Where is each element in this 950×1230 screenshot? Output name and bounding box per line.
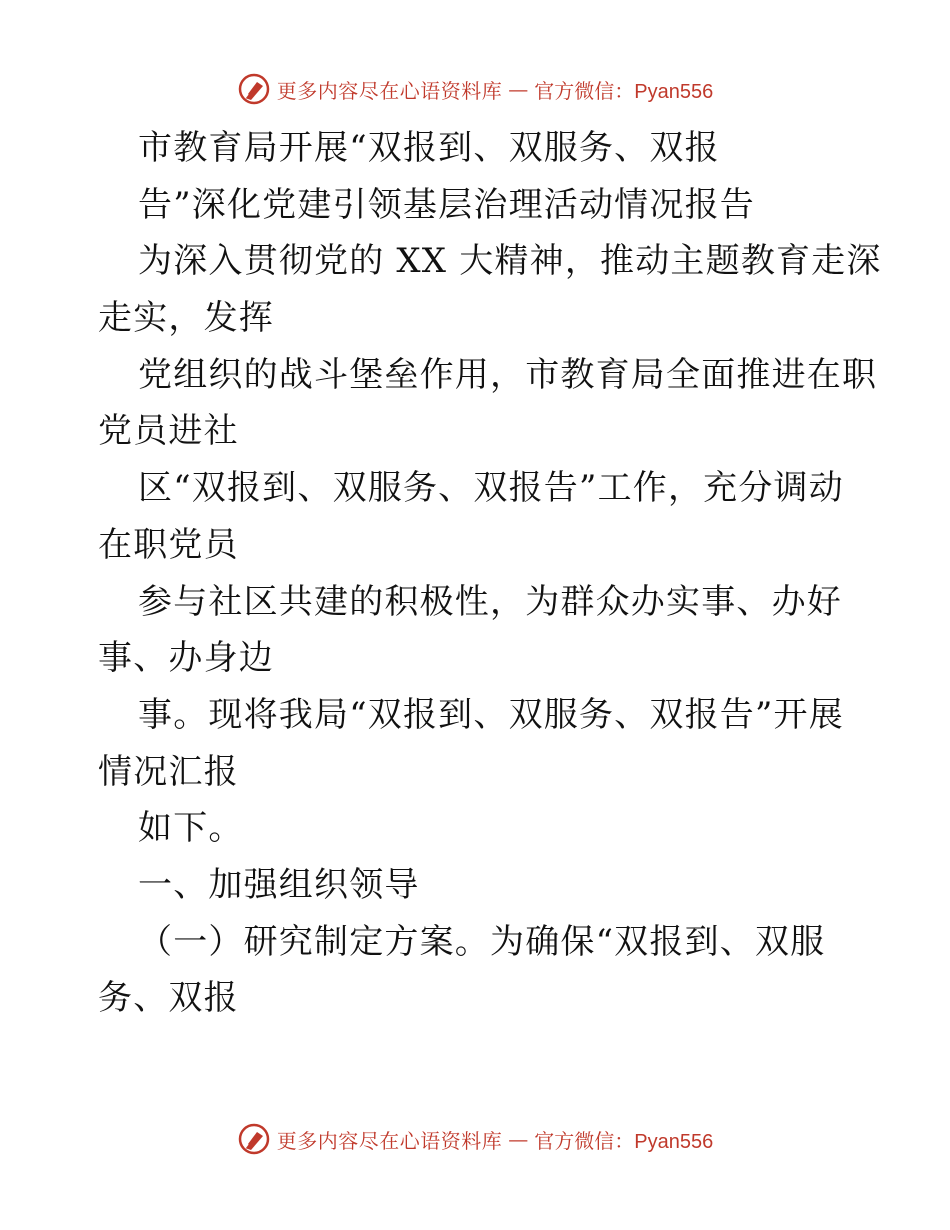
doc-line: 告”深化党建引领基层治理活动情况报告 [138, 184, 755, 225]
watermark-main-text: 更多内容尽在心语资料库 [276, 1128, 503, 1153]
doc-line: 走实，发挥 [98, 298, 274, 339]
doc-line: 市教育局开展“双报到、双服务、双报 [138, 128, 720, 168]
pen-nib-icon [237, 72, 271, 106]
footer-watermark [0, 1122, 950, 1156]
header-watermark [0, 72, 950, 106]
doc-line: 情况汇报 [98, 751, 239, 792]
watermark-main-text: 更多内容尽在心语资料库 [276, 78, 503, 103]
watermark-wechat-text: 官方微信：Pyan556 [534, 1130, 714, 1153]
doc-line: 参与社区共建的积极性，为群众办实事、办好 [138, 581, 842, 622]
doc-line: 党组织的战斗堡垒作用，市教育局全面推进在职 [138, 354, 878, 395]
doc-line: 事、办身边 [98, 638, 274, 679]
doc-line: 为深入贯彻党的 XX 大精神，推动主题教育走深 [138, 241, 882, 282]
watermark-dash: — [508, 77, 529, 101]
doc-line: 如下。 [138, 808, 244, 849]
watermark-wechat-text: 官方微信：Pyan556 [534, 80, 714, 103]
doc-line: （一）研究制定方案。为确保“双报到、双服 [138, 921, 826, 962]
watermark-dash: — [508, 1127, 529, 1151]
doc-line: 区“双报到、双服务、双报告”工作，充分调动 [138, 468, 844, 509]
section-heading: 一、加强组织领导 [138, 864, 420, 905]
document-body [98, 120, 882, 1027]
doc-line: 党员进社 [98, 411, 239, 452]
pen-nib-icon [237, 1122, 271, 1156]
doc-line: 在职党员 [98, 524, 239, 565]
doc-line: 务、双报 [98, 978, 239, 1019]
doc-line: 事。现将我局“双报到、双服务、双报告”开展 [138, 694, 844, 735]
